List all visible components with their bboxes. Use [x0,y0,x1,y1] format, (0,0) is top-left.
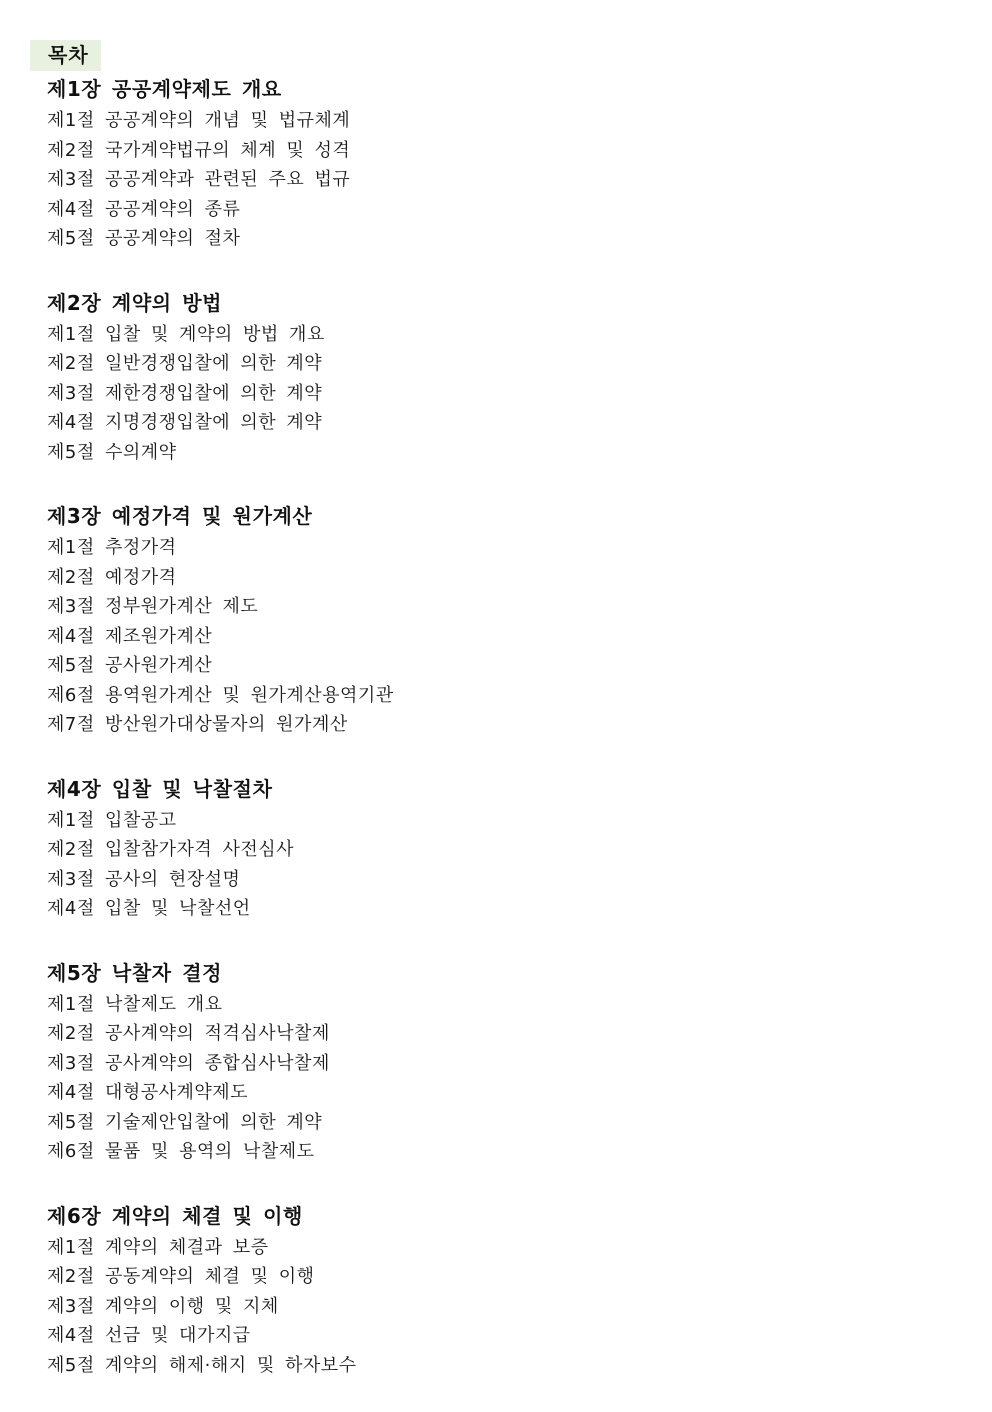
section-item: 제1절 입찰공고 [47,809,177,831]
section-item: 제3절 정부원가계산 제도 [47,596,259,617]
section-item: 제5절 계약의 해제·해지 및 하자보수 [47,1354,357,1376]
section-item: 제3절 공사의 현장설명 [47,868,241,890]
section-item: 제7절 방산원가대상물자의 원가계산 [47,714,348,735]
section-item: 제1절 계약의 체결과 보증 [47,1236,269,1258]
section-item: 제6절 용역원가계산 및 원가계산용역기관 [47,684,394,706]
section-item: 제3절 공사계약의 종합심사낙찰제 [47,1052,330,1074]
section-item: 제3절 제한경쟁입찰에 의한 계약 [47,382,323,404]
section-item: 제2절 공사계약의 적격심사낙찰제 [47,1023,330,1044]
section-item: 제1절 공공계약의 개념 및 법규체계 [47,110,351,131]
chapter-3 [47,499,947,740]
section-item: 제1절 낙찰제도 개요 [47,993,223,1015]
section-item: 제2절 일반경쟁입찰에 의한 계약 [47,353,323,374]
section-item: 제5절 기술제안입찰에 의한 계약 [47,1111,323,1133]
section-item: 제5절 공공계약의 절차 [47,228,241,249]
section-item: 제4절 제조원가계산 [47,625,213,647]
chapter-4 [47,772,947,924]
chapter-title: 제3장 예정가격 및 원가계산 [47,504,313,528]
chapter-6 [47,1199,947,1381]
chapter-1 [47,72,947,254]
section-item: 제4절 입찰 및 낙찰선언 [47,898,251,919]
section-item: 제2절 입찰참가자격 사전심사 [47,839,295,860]
chapter-title: 제1장 공공계약제도 개요 [47,77,282,101]
chapter-title: 제5장 낙찰자 결정 [47,960,223,985]
section-item: 제2절 국가계약법규의 체계 및 성격 [47,139,351,161]
chapter-2 [47,286,947,468]
chapter-title: 제6장 계약의 체결 및 이행 [47,1203,303,1228]
section-item: 제2절 예정가격 [47,566,177,588]
section-item: 제4절 선금 및 대가지급 [47,1325,251,1346]
toc-heading: 목차 [30,40,101,71]
section-item: 제3절 계약의 이행 및 지체 [47,1295,279,1317]
section-item: 제6절 물품 및 용역의 낙찰제도 [47,1141,315,1162]
chapter-title: 제4장 입찰 및 낙찰절차 [47,776,273,801]
section-item: 제1절 입찰 및 계약의 방법 개요 [47,323,325,345]
table-of-contents [47,72,947,1412]
section-item: 제3절 공공계약과 관련된 주요 법규 [47,169,351,190]
chapter-title: 제2장 계약의 방법 [47,290,223,315]
section-item: 제4절 대형공사계약제도 [47,1082,249,1103]
section-item: 제2절 공동계약의 체결 및 이행 [47,1266,315,1287]
section-item: 제5절 공사원가계산 [47,655,213,676]
section-item: 제1절 추정가격 [47,537,177,558]
section-item: 제4절 공공계약의 종류 [47,198,241,220]
chapter-5 [47,956,947,1167]
section-item: 제4절 지명경쟁입찰에 의한 계약 [47,412,323,433]
section-item: 제5절 수의계약 [47,441,177,463]
